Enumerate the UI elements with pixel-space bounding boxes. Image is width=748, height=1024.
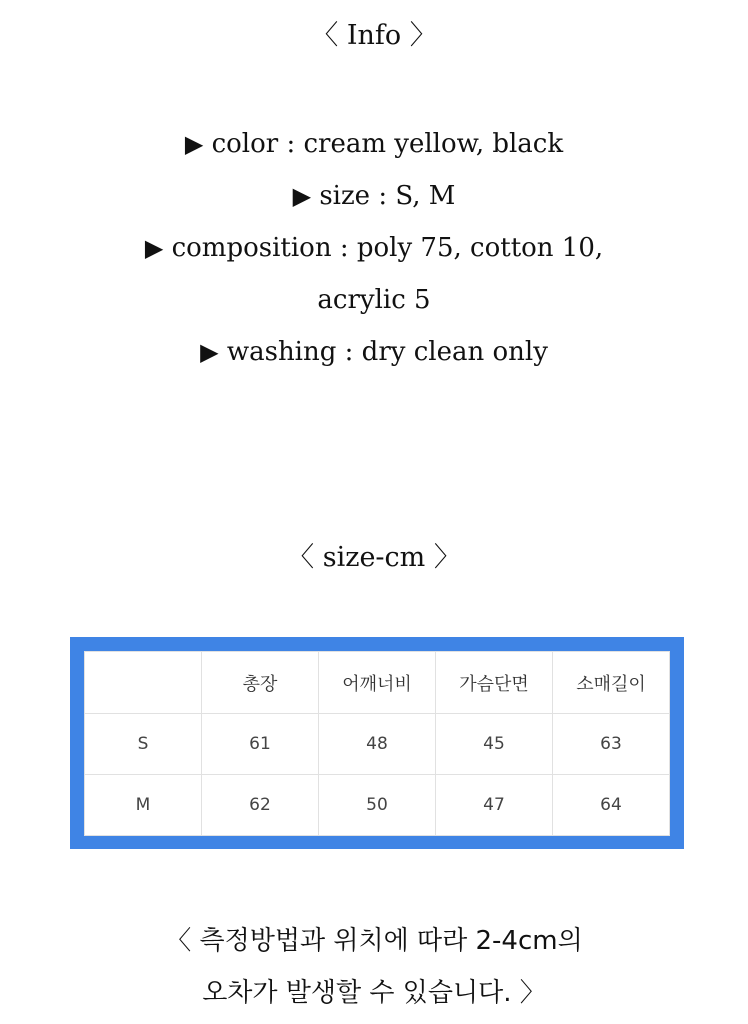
size-table-inner [84, 651, 670, 835]
cell-sleeve-length: 63 [553, 714, 670, 775]
measurement-notice [0, 915, 748, 1019]
header-sleeve-length: 소매길이 [553, 652, 670, 714]
arrow-icon: ▶ [200, 338, 219, 366]
row-size-label: S [85, 714, 202, 775]
size-table-frame [70, 637, 684, 849]
info-title: 〈 Info 〉 [311, 20, 437, 51]
cell-shoulder-width: 50 [319, 775, 436, 836]
spec-size-text: size : S, M [311, 181, 456, 211]
size-chart-title: 〈 size-cm 〉 [287, 542, 461, 573]
header-total-length: 총장 [202, 652, 319, 714]
arrow-icon: ▶ [184, 130, 204, 158]
table-header-row [85, 652, 670, 714]
cell-shoulder-width: 48 [319, 714, 436, 775]
cell-chest-width: 45 [436, 714, 553, 775]
spec-color [0, 118, 748, 170]
spec-composition-cont-text: acrylic 5 [317, 285, 431, 315]
notice-line-2: 오차가 발생할 수 있습니다. 〉 [202, 978, 546, 1008]
spec-color-text: color : cream yellow, black [203, 129, 564, 159]
notice-line-1: 〈 측정방법과 위치에 따라 2-4cm의 [165, 926, 583, 956]
arrow-icon: ▶ [292, 182, 312, 210]
cell-total-length: 61 [202, 714, 319, 775]
spec-composition-text: composition : poly 75, cotton 10, [163, 233, 604, 263]
size-table [84, 651, 670, 836]
table-row [85, 775, 670, 836]
spec-washing [0, 326, 748, 378]
cell-total-length: 62 [202, 775, 319, 836]
spec-list [0, 118, 748, 378]
spec-composition [0, 222, 748, 274]
spec-composition-cont [0, 274, 748, 326]
arrow-icon: ▶ [144, 234, 164, 262]
spec-washing-text: washing : dry clean only [218, 337, 548, 367]
spec-size [0, 170, 748, 222]
row-size-label: M [85, 775, 202, 836]
cell-sleeve-length: 64 [553, 775, 670, 836]
header-empty [85, 652, 202, 714]
header-shoulder-width: 어깨너비 [319, 652, 436, 714]
table-row [85, 714, 670, 775]
cell-chest-width: 47 [436, 775, 553, 836]
header-chest-width: 가슴단면 [436, 652, 553, 714]
